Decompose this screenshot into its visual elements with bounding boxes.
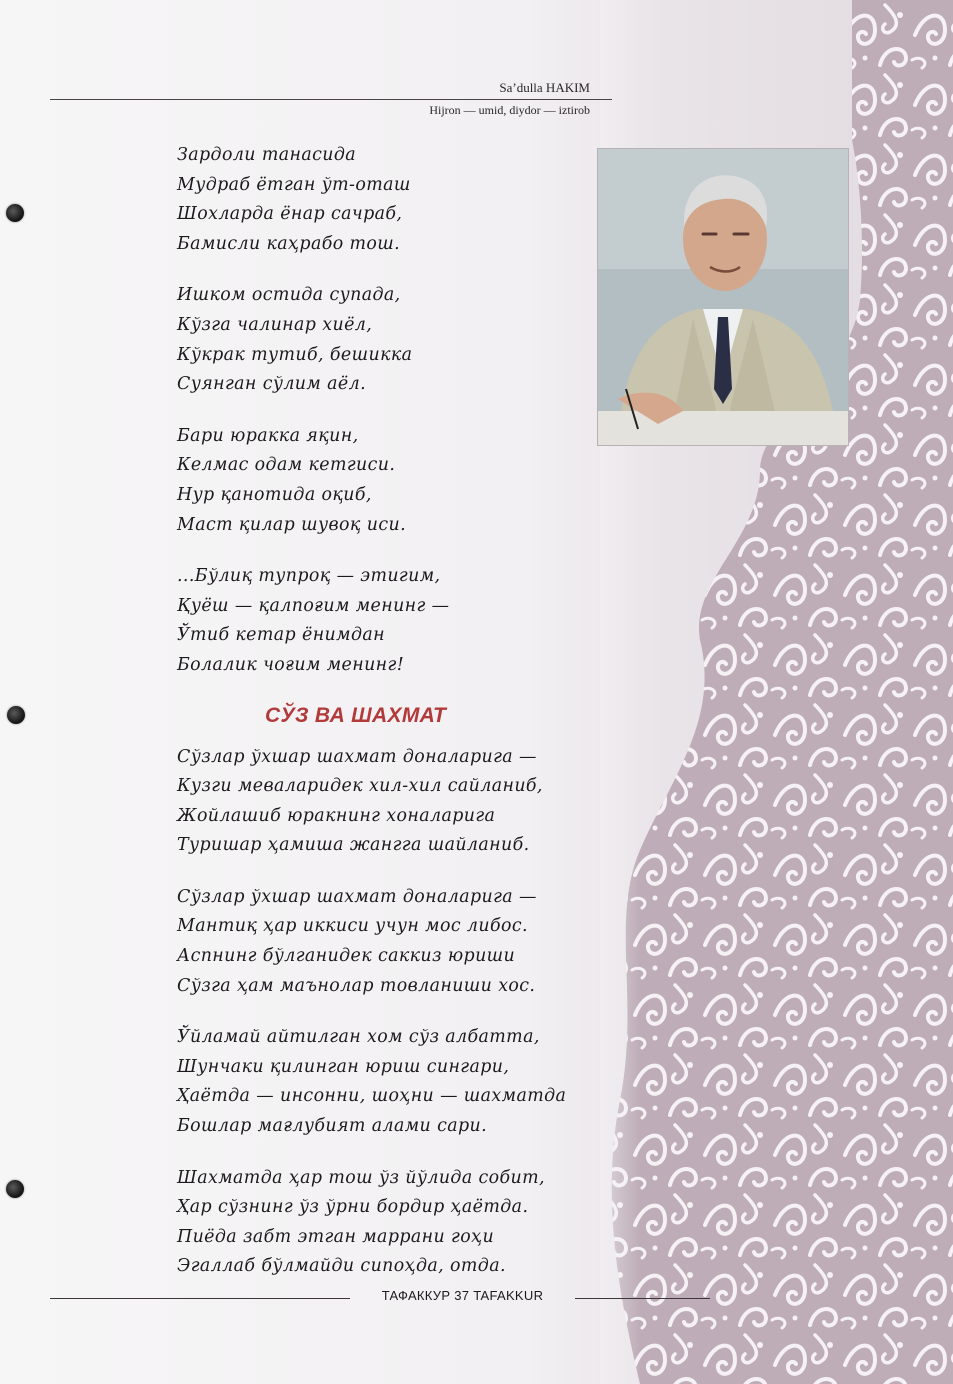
header-subtitle: Hijron — umid, diydor — iztirob (429, 103, 590, 117)
footer-rule-right (575, 1298, 710, 1299)
punch-hole-top (6, 204, 24, 222)
poem-line: Келмас одам кетгиси. (177, 455, 396, 476)
poem-line: Кўкрак тутиб, бешикка (177, 344, 413, 365)
poem-line: Бошлар мағлубият алами сари. (177, 1116, 488, 1137)
stanza (177, 562, 657, 680)
stanza (177, 1164, 657, 1282)
poem-line: Болалик чоғим менинг! (177, 654, 405, 675)
poem-line: Ўйламай айтилган хом сўз албатта, (177, 1027, 540, 1048)
poem-body (177, 141, 657, 1304)
page-footer (50, 1288, 710, 1308)
poem-line: Кузги меваларидек хил-хил сайланиб, (177, 776, 543, 797)
poem-line: Суянган сўлим аёл. (177, 374, 367, 395)
stanza (177, 422, 657, 540)
poem-line: Жойлашиб юракнинг хоналарига (177, 805, 496, 826)
poem-line: Ҳаётда — инсонни, шоҳни — шахматда (177, 1086, 567, 1107)
poem-line: Сўзга ҳам маънолар товланиши хос. (177, 975, 536, 996)
stanza (177, 281, 657, 399)
poem-line: Эгаллаб бўлмайди сипоҳда, отда. (177, 1256, 506, 1277)
poem-line: Аспнинг бўлганидек саккиз юриши (177, 946, 516, 967)
poem-line: Зардоли танасида (177, 145, 357, 165)
header-author: Sa’dulla HAKIM (499, 80, 590, 95)
poem-line: Шахматда ҳар тош ўз йўлида собит, (177, 1167, 545, 1188)
poem-line: Пиёда забт этган маррани гоҳи (177, 1226, 495, 1247)
footer-folio: ТАФАККУР 37 TAFAKKUR (381, 1288, 544, 1303)
stanza (177, 1023, 657, 1141)
poem-title: СЎЗ ВА ШАХМАТ (265, 703, 447, 727)
poem-line: Шохларда ёнар сачраб, (177, 204, 403, 225)
header-rule (50, 99, 612, 100)
stanza (177, 743, 657, 861)
poem-line: Қуёш — қалпоғим менинг — (177, 595, 450, 616)
poem-line: Ҳар сўзнинг ўз ўрни бордир ҳаётда. (177, 1197, 529, 1218)
poem-line: Мантиқ ҳар иккиси учун мос либос. (177, 916, 528, 937)
poem-line: Мудраб ётган ўт-оташ (177, 174, 411, 195)
footer-rule-left (50, 1298, 350, 1299)
poem-line: Кўзга чалинар хиёл, (177, 314, 373, 335)
poem-line: Туришар ҳамиша жангга шайланиб. (177, 835, 530, 856)
poem-line: Ўтиб кетар ёнимдан (177, 625, 386, 646)
punch-hole-bottom (6, 1180, 24, 1198)
poem-line: Шунчаки қилинган юриш сингари, (177, 1056, 510, 1077)
poem-line: Бамисли каҳрабо тош. (177, 233, 401, 254)
stanza (177, 141, 657, 259)
poem-line: Маст қилар шувоқ иси. (177, 514, 407, 535)
punch-hole-middle (7, 706, 25, 724)
poem-line: Сўзлар ўхшар шахмат доналарига — (177, 746, 537, 767)
poem-line: Сўзлар ўхшар шахмат доналарига — (177, 886, 537, 907)
poem-line: ...Бўлиқ тупроқ — этигим, (177, 566, 441, 587)
poem-line: Бари юракка яқин, (177, 425, 359, 446)
poem-line: Ишком остида супада, (177, 285, 401, 306)
stanza (177, 883, 657, 1001)
poem-line: Нур қанотида оқиб, (177, 484, 372, 505)
